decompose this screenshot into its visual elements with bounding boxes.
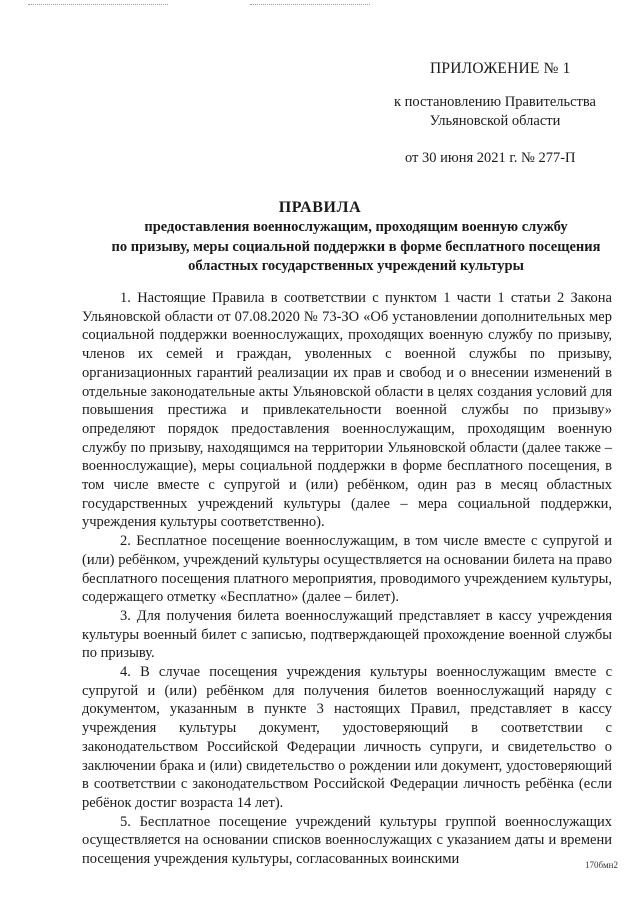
paragraph-3: 3. Для получения билета военнослужащий представляет в кассу учреждения культуры военный билет с записью, подтверждающей прохождение военной службы по призыву. xyxy=(82,607,612,662)
document-subtitle xyxy=(82,218,630,277)
resolution-date: от 30 июня 2021 г. № 277-П xyxy=(405,150,576,166)
paragraph-2: 2. Бесплатное посещение военнослужащим, в том числе вместе с супругой и (или) ребёнком, учреждений культуры осуществляется на основании билета на право бесплатного посещения платного мероприятия, проводимого учреждением культуры, содержащего отметку «Бесплатно» (далее – билет). xyxy=(82,533,612,606)
scan-artifact-line xyxy=(250,4,370,6)
scan-artifact-line xyxy=(28,4,168,6)
resolution-line: Ульяновской области xyxy=(429,113,561,129)
footer-code: 170бмн2 xyxy=(584,860,618,870)
paragraph-4: 4. В случае посещения учреждения культуры военнослужащим вместе с супругой и (или) ребёнком для получения билетов военнослужащий наряду с документом, указанным в пункте 3 настоящих Правил, представляет в кассу учреждения культуры документ, удостоверяющий в соответствии с законодательством Российской Федерации личность супруги, и свидетельство о заключении брака и (или) свидетельство о рождении или документ, удостоверяющий в соответствии с законодательством Российской Федерации личность ребёнка (если ребёнок достиг возраста 14 лет). xyxy=(82,664,612,811)
document-title: ПРАВИЛА xyxy=(278,199,362,216)
subtitle-line: областных государственных учреждений культуры xyxy=(188,258,524,274)
annex-number: ПРИЛОЖЕНИЕ № 1 xyxy=(430,60,571,77)
resolution-reference xyxy=(370,93,620,131)
subtitle-line: предоставления военнослужащим, проходящим военную службу xyxy=(144,219,568,235)
paragraph-1: 1. Настоящие Правила в соответствии с пунктом 1 части 1 статьи 2 Закона Ульяновской области от 07.08.2020 № 73-ЗО «Об установлении дополнительных мер социальной поддержки военнослужащих, проходящих военную службу по призыву, членов их семей и граждан, уволенных с военной службы по призыву, организационных гарантий реализации их прав и свобод и о внесении изменений в отдельные законодательные акты Ульяновской области в целях создания условий для повышения престижа и привлекательности военной службы по призыву» определяют порядок предоставления военнослужащим, проходящим военную службу по призыву, находящимся на территории Ульяновской области (далее также – военнослужащие), меры социальной поддержки в форме бесплатного посещения, в том числе вместе с супругой и (или) ребёнком, один раз в месяц областных государственных учреждений культуры (далее – мера социальной поддержки, учреждения культуры соответственно). xyxy=(82,290,612,531)
resolution-line: к постановлению Правительства xyxy=(394,94,596,110)
document-body xyxy=(82,289,612,869)
subtitle-line: по призыву, меры социальной поддержки в форме бесплатного посещения xyxy=(111,238,601,255)
paragraph-5: 5. Бесплатное посещение учреждений культуры группой военнослужащих осуществляется на основании списков военнослужащих с указанием даты и времени посещения учреждения культуры, согласованных воинскими xyxy=(82,813,612,868)
